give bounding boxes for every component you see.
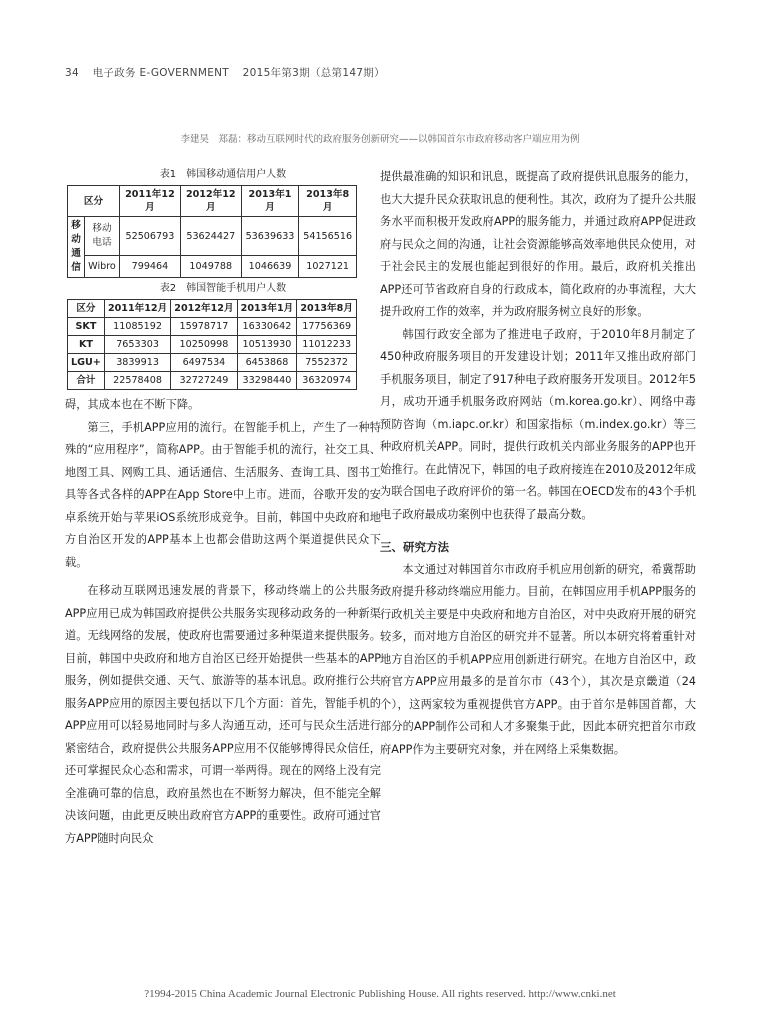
table1 — [67, 185, 357, 278]
page-header — [65, 65, 395, 80]
table2-row-label: SKT — [68, 318, 105, 336]
table2-caption: 表2 韩国智能手机用户人数 — [159, 283, 287, 294]
table-row — [68, 217, 357, 256]
body-paragraph: 在移动互联网迅速发展的背景下，移动终端上的公共服务APP应用已成为韩国政府提供公共服务实现移动政务的一种新渠道。无线网络的发展，使政府也需要通过多种渠道来提供服务。目前，韩国中央政府和地方自治区已经开始提供一些基本的APP服务，例如提供交通、天气、旅游等的基本讯息。政府推行公共服务APP应用的原因主要包括以下几个方面：首先，智能手机的APP应用可以轻易地同时与多人沟通互动，还可与民众生活进行紧密结合，政府提供公共服务APP应用不仅能够博得民众信任，还可掌握民众心态和需求，可谓一举两得。现在的网络上没有完全准确可靠的信息，政府虽然也在不断努力解决，但不能完全解决该问题，由此更反映出政府官方APP的重要性。政府可通过官方APP随时向民众 — [65, 584, 381, 845]
table1-header-cell: 2011年12月 — [120, 186, 181, 217]
issue-info: 2015年第3期（总第147期） — [242, 67, 385, 79]
table1-caption: 表1 韩国移动通信用户人数 — [159, 169, 287, 180]
table1-cell: 799464 — [120, 256, 181, 278]
table2-cell: 6497534 — [171, 354, 237, 372]
table2 — [67, 299, 357, 390]
body-paragraph: 本文通过对韩国首尔市政府手机应用创新的研究，希冀帮助政府提升移动终端应用能力。目前，在韩国应用手机APP服务的行政机关主要是中央政府和地方自治区，对中央政府开展的研究较多，而对地方自治区的研究并不显著。所以本研究将着重针对地方自治区的手机APP应用创新进行研究。在地方自治区中，政府官方APP应用最多的是首尔市（43个），其次是京畿道（24个），这两家较为重视提供官方APP。由于首尔是韩国首都，大部分的APP制作公司和人才多聚集于此，因此本研究把首尔市政府APP作为主要研究对象，并在网络上采集数据。 — [380, 562, 696, 756]
table1-cell: 54156516 — [299, 217, 357, 256]
table2-cell: 11012233 — [297, 336, 357, 354]
paragraph-spacer — [380, 526, 696, 536]
table2-cell: 36320974 — [297, 372, 357, 390]
table2-cell: 17756369 — [297, 318, 357, 336]
page-number: 34 — [65, 67, 79, 79]
table-row — [68, 354, 357, 372]
table2-cell: 6453868 — [237, 354, 297, 372]
body-paragraph: 碍，其成本也在不断下降。 — [65, 398, 200, 411]
table1-header-row — [68, 186, 357, 217]
table2-row-label: LGU+ — [68, 354, 105, 372]
table2-header-cell: 2013年1月 — [237, 300, 297, 318]
table2-header-row — [68, 300, 357, 318]
table-row — [68, 256, 357, 278]
table2-cell: 3839913 — [104, 354, 170, 372]
table-row — [68, 318, 357, 336]
table1-header-cell: 2013年1月 — [241, 186, 299, 217]
table2-cell: 33298440 — [237, 372, 297, 390]
table2-cell: 10513930 — [237, 336, 297, 354]
table1-group-label: 移动通信 — [68, 217, 85, 278]
body-paragraph: 提供最准确的知识和讯息，既提高了政府提供讯息服务的能力，也大大提升民众获取讯息的便利性。其次，政府为了提升公共服务水平而积极开发政府APP的服务能力，并通过政府APP促进政府与民众之间的沟通，让社会资源能够高效率地供民众使用，对于社会民主的发展也能起到很好的作用。最后，政府机关推出APP还可节省政府自身的行政成本，简化政府的办事流程，大大提升政府工作的效率，并为政府服务树立良好的形象。 — [380, 170, 696, 318]
table1-cell: 1027121 — [299, 256, 357, 278]
right-column — [380, 166, 696, 761]
table1-header-cell: 2012年12月 — [180, 186, 241, 217]
table2-cell: 16330642 — [237, 318, 297, 336]
running-title: 李建昊 郑磊：移动互联网时代的政府服务创新研究——以韩国首尔市政府移动客户端应用为例 — [180, 134, 580, 145]
table2-cell: 11085192 — [104, 318, 170, 336]
table1-cell: 53624427 — [180, 217, 241, 256]
table2-cell: 7653303 — [104, 336, 170, 354]
table-row — [68, 336, 357, 354]
table2-row-label: 合计 — [68, 372, 105, 390]
table2-header-cell: 2011年12月 — [104, 300, 170, 318]
table1-cell: 52506793 — [120, 217, 181, 256]
table2-row-label: KT — [68, 336, 105, 354]
table1-header-cell: 区分 — [68, 186, 120, 217]
section-heading: 三、研究方法 — [380, 540, 449, 554]
table-row — [68, 372, 357, 390]
table1-cell: 1049788 — [180, 256, 241, 278]
table2-header-cell: 区分 — [68, 300, 105, 318]
table1-cell: 53639633 — [241, 217, 299, 256]
left-column — [65, 166, 381, 850]
table1-row-label: Wibro — [85, 256, 120, 278]
table2-cell: 7552372 — [297, 354, 357, 372]
table1-cell: 1046639 — [241, 256, 299, 278]
table2-cell: 10250998 — [171, 336, 237, 354]
journal-name: 电子政务 E-GOVERNMENT — [92, 67, 229, 79]
table2-header-cell: 2012年12月 — [171, 300, 237, 318]
table2-cell: 32727249 — [171, 372, 237, 390]
table2-cell: 15978717 — [171, 318, 237, 336]
body-paragraph: 韩国行政安全部为了推进电子政府，于2010年8月制定了450种政府服务项目的开发建设计划；2011年又推出政府部门手机服务项目，制定了917种电子政府服务开发项目。2012年5月，成功开通手机服务政府网站（m.korea.go.kr）、网络中毒预防咨询（m.iapc.or.kr）和国家指标（m.index.go.kr）等三种政府机关APP。同时，提供行政机关内部业务服务的APP也开始推行。在此情况下，韩国的电子政府接连在2010及2012年成为联合国电子政府评价的第一名。韩国在OECD发布的43个手机电子政府最成功案例中也获得了最高分数。 — [380, 327, 696, 521]
copyright-footer: ?1994-2015 China Academic Journal Electronic Publishing House. All rights reserved. http://www.cnki.net — [144, 988, 616, 1000]
table1-header-cell: 2013年8月 — [299, 186, 357, 217]
table1-row-label: 移动电话 — [85, 217, 120, 256]
table2-cell: 22578408 — [104, 372, 170, 390]
body-paragraph: 第三，手机APP应用的流行。在智能手机上，产生了一种特殊的“应用程序”，简称APP。由于智能手机的流行，社交工具、地图工具、网购工具、通话通信、生活服务、查询工具、图书工具等各式各样的APP在App Store中上市。进而，谷歌开发的安卓系统开始与苹果iOS系统形成竞争。目前，韩国中央政府和地方自治区开发的APP基本上也都会借助这两个渠道提供民众下载。 — [65, 420, 381, 569]
table2-header-cell: 2013年8月 — [297, 300, 357, 318]
